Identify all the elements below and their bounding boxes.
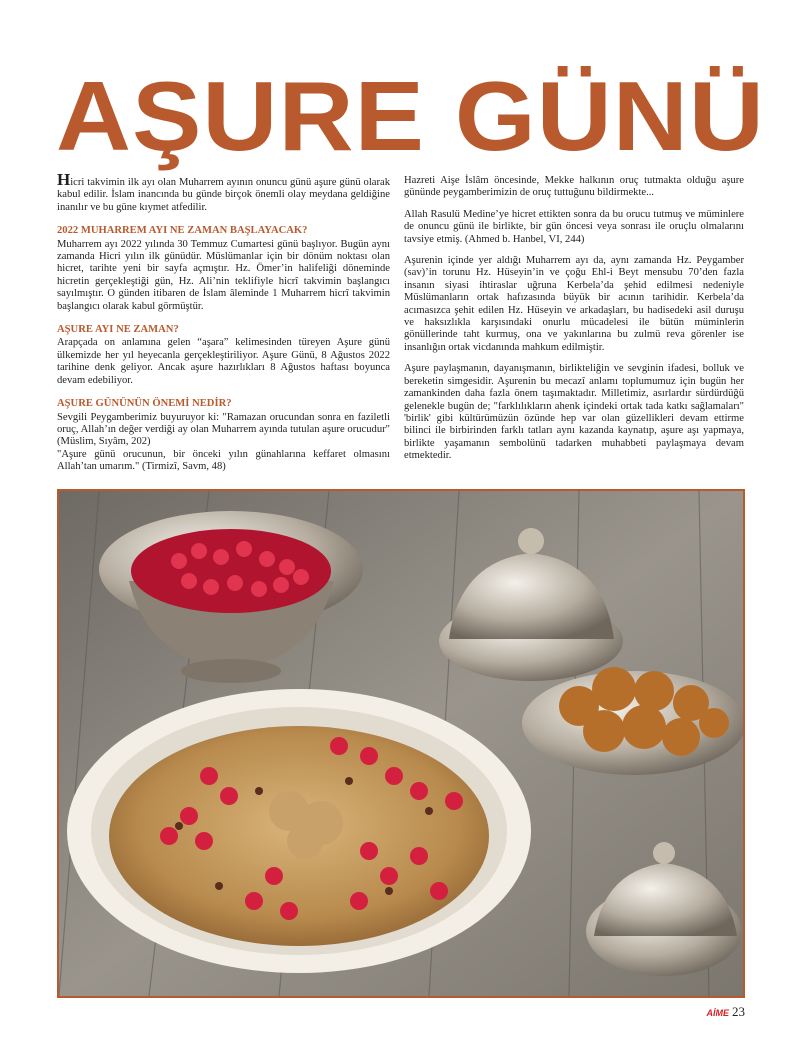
section-heading-asure-onemi: AŞURE GÜNÜNÜN ÖNEMİ NEDİR? (57, 398, 232, 410)
asure-photo (57, 489, 745, 998)
paragraph-muharrem-2022: Muharrem ayı 2022 yılında 30 Temmuz Cumartesi günü başlıyor. Bugün aynı zamanda Hicri yılın ilk günüdür. Müslümanlar için bir dönüm noktası olan hicret, tarihte yeni bir sayfa açmıştır. Hz. Ömer’in halifeliği döneminde hicretin gerçekleştiği gün, Hz. Ali’nin teklifiyle hicrî takvimin başlangıcı sayılmıştır. O günden itibaren de İslam âleminde 1 Muharrem hicrî takvimin başlangıcı olarak kabul görmüştür. (57, 238, 390, 312)
section-heading-2022-muharrem: 2022 MUHARREM AYI NE ZAMAN BAŞLAYACAK? (57, 225, 308, 237)
paragraph-aise: Hazreti Aişe İslâm öncesinde, Mekke halkının oruç tutmakta olduğu aşure gününde peygamberimizin de oruç tuttuğunu bildirmekte... (404, 175, 744, 199)
paragraph-kerbela: Aşurenin içinde yer aldığı Muharrem ayı da, aynı zamanda Hz. Peygamber (sav)’in torunu Hz. Hüseyin’in ve çoğu Ehl-i Beyt mensubu 70’den fazla insanın siyasi ihtiraslar uğruna Kerbela’da şehid edilmesi nedeniyle Müslümanların ortak hafızasında büyük bir acının tarihidir. Kerbela’da acımasızca şehit edilen Hz. Hüseyin ve arkadaşları, bu hadisedeki asil duruşu ve haksızlıkla karşısındaki onurlu mücadelesi ile bütün müminlerin gönüllerinde taht kurmuş, ona ve yakınlarına bu zulmü reva görenler ise insanlığın ortak vicdanında mahkum edilmiştir. (404, 255, 744, 353)
intro-text: icri takvimin ilk ayı olan Muharrem ayının onuncu günü aşure günü olarak kabul edilir. İslam inancında bu günde birçok önemli olay meydana geldiğine inanılır ve bu güne kıymet atfedilir. (57, 177, 390, 213)
article-title: AŞURE GÜNÜ (56, 61, 765, 171)
drop-cap: H (57, 170, 71, 189)
paragraph-asure-ayi: Arapçada on anlamına gelen “aşara” kelimesinden türeyen Aşure günü ülkemizde her yıl heyecanla gerçekleştiriliyor. Aşure Günü, 8 Ağustos 2022 tarihine denk geliyor. Ancak aşure hazırlıkları 8 Ağustos haftası boyunca devam edebiliyor. (57, 337, 390, 386)
asure-bowl (67, 689, 531, 973)
paragraph-hadith-1: Sevgili Peygamberimiz buyuruyor ki: "Ramazan orucundan sonra en faziletli oruç, Allah’ın değer verdiği ay olan Muharrem ayında tutulan aşure orucudur" (Müslim, Sıyâm, 202) (57, 411, 390, 448)
aime-logo: AİME (706, 1008, 729, 1018)
section-heading-asure-ayi: AŞURE AYI NE ZAMAN? (57, 324, 179, 336)
intro-paragraph (57, 170, 390, 214)
page-footer (707, 1004, 746, 1020)
paragraph-paylasma: Aşure paylaşmanın, dayanışmanın, birlikteliğin ve sevginin ifadesi, bolluk ve bereketin simgesidir. Aşurenin bu mecazî anlamı toplumumuz için bugün her zamankinden daha fazla önem taşımaktadır. Milletimiz, asırlardır sürdürdüğü gelenekle bugün de; "farklılıkların ahenk içindeki ortak tada katkı sağlamaları" 'birlik' gibi kültürümüzün özünde hep var olan güzellikleri devam ettirme bilinci ile birbirinden farklı tatları aynı kazanda kaynatıp, aşure aşı yapmaya, birlikte yaşamanın sembolünü tadarken muhabbeti paylaşmaya devam etmektedir. (404, 363, 744, 462)
page-number: 23 (732, 1004, 745, 1019)
right-column (404, 175, 744, 472)
paragraph-medine: Allah Rasulü Medine’ye hicret ettikten sonra da bu orucu tutmuş ve müminlere de onuncu günü ile birlikte, bir gün öncesi veya sonrası ile oruçlu olmalarını tavsiye etmiş. (Ahmed b. Hanbel, VI, 244) (404, 208, 744, 245)
left-column (57, 170, 390, 483)
paragraph-hadith-2: "Aşure günü orucunun, bir önceki yılın günahlarına keffaret olmasını Allah’tan umarım." (Tirmizî, Savm, 48) (57, 448, 390, 473)
